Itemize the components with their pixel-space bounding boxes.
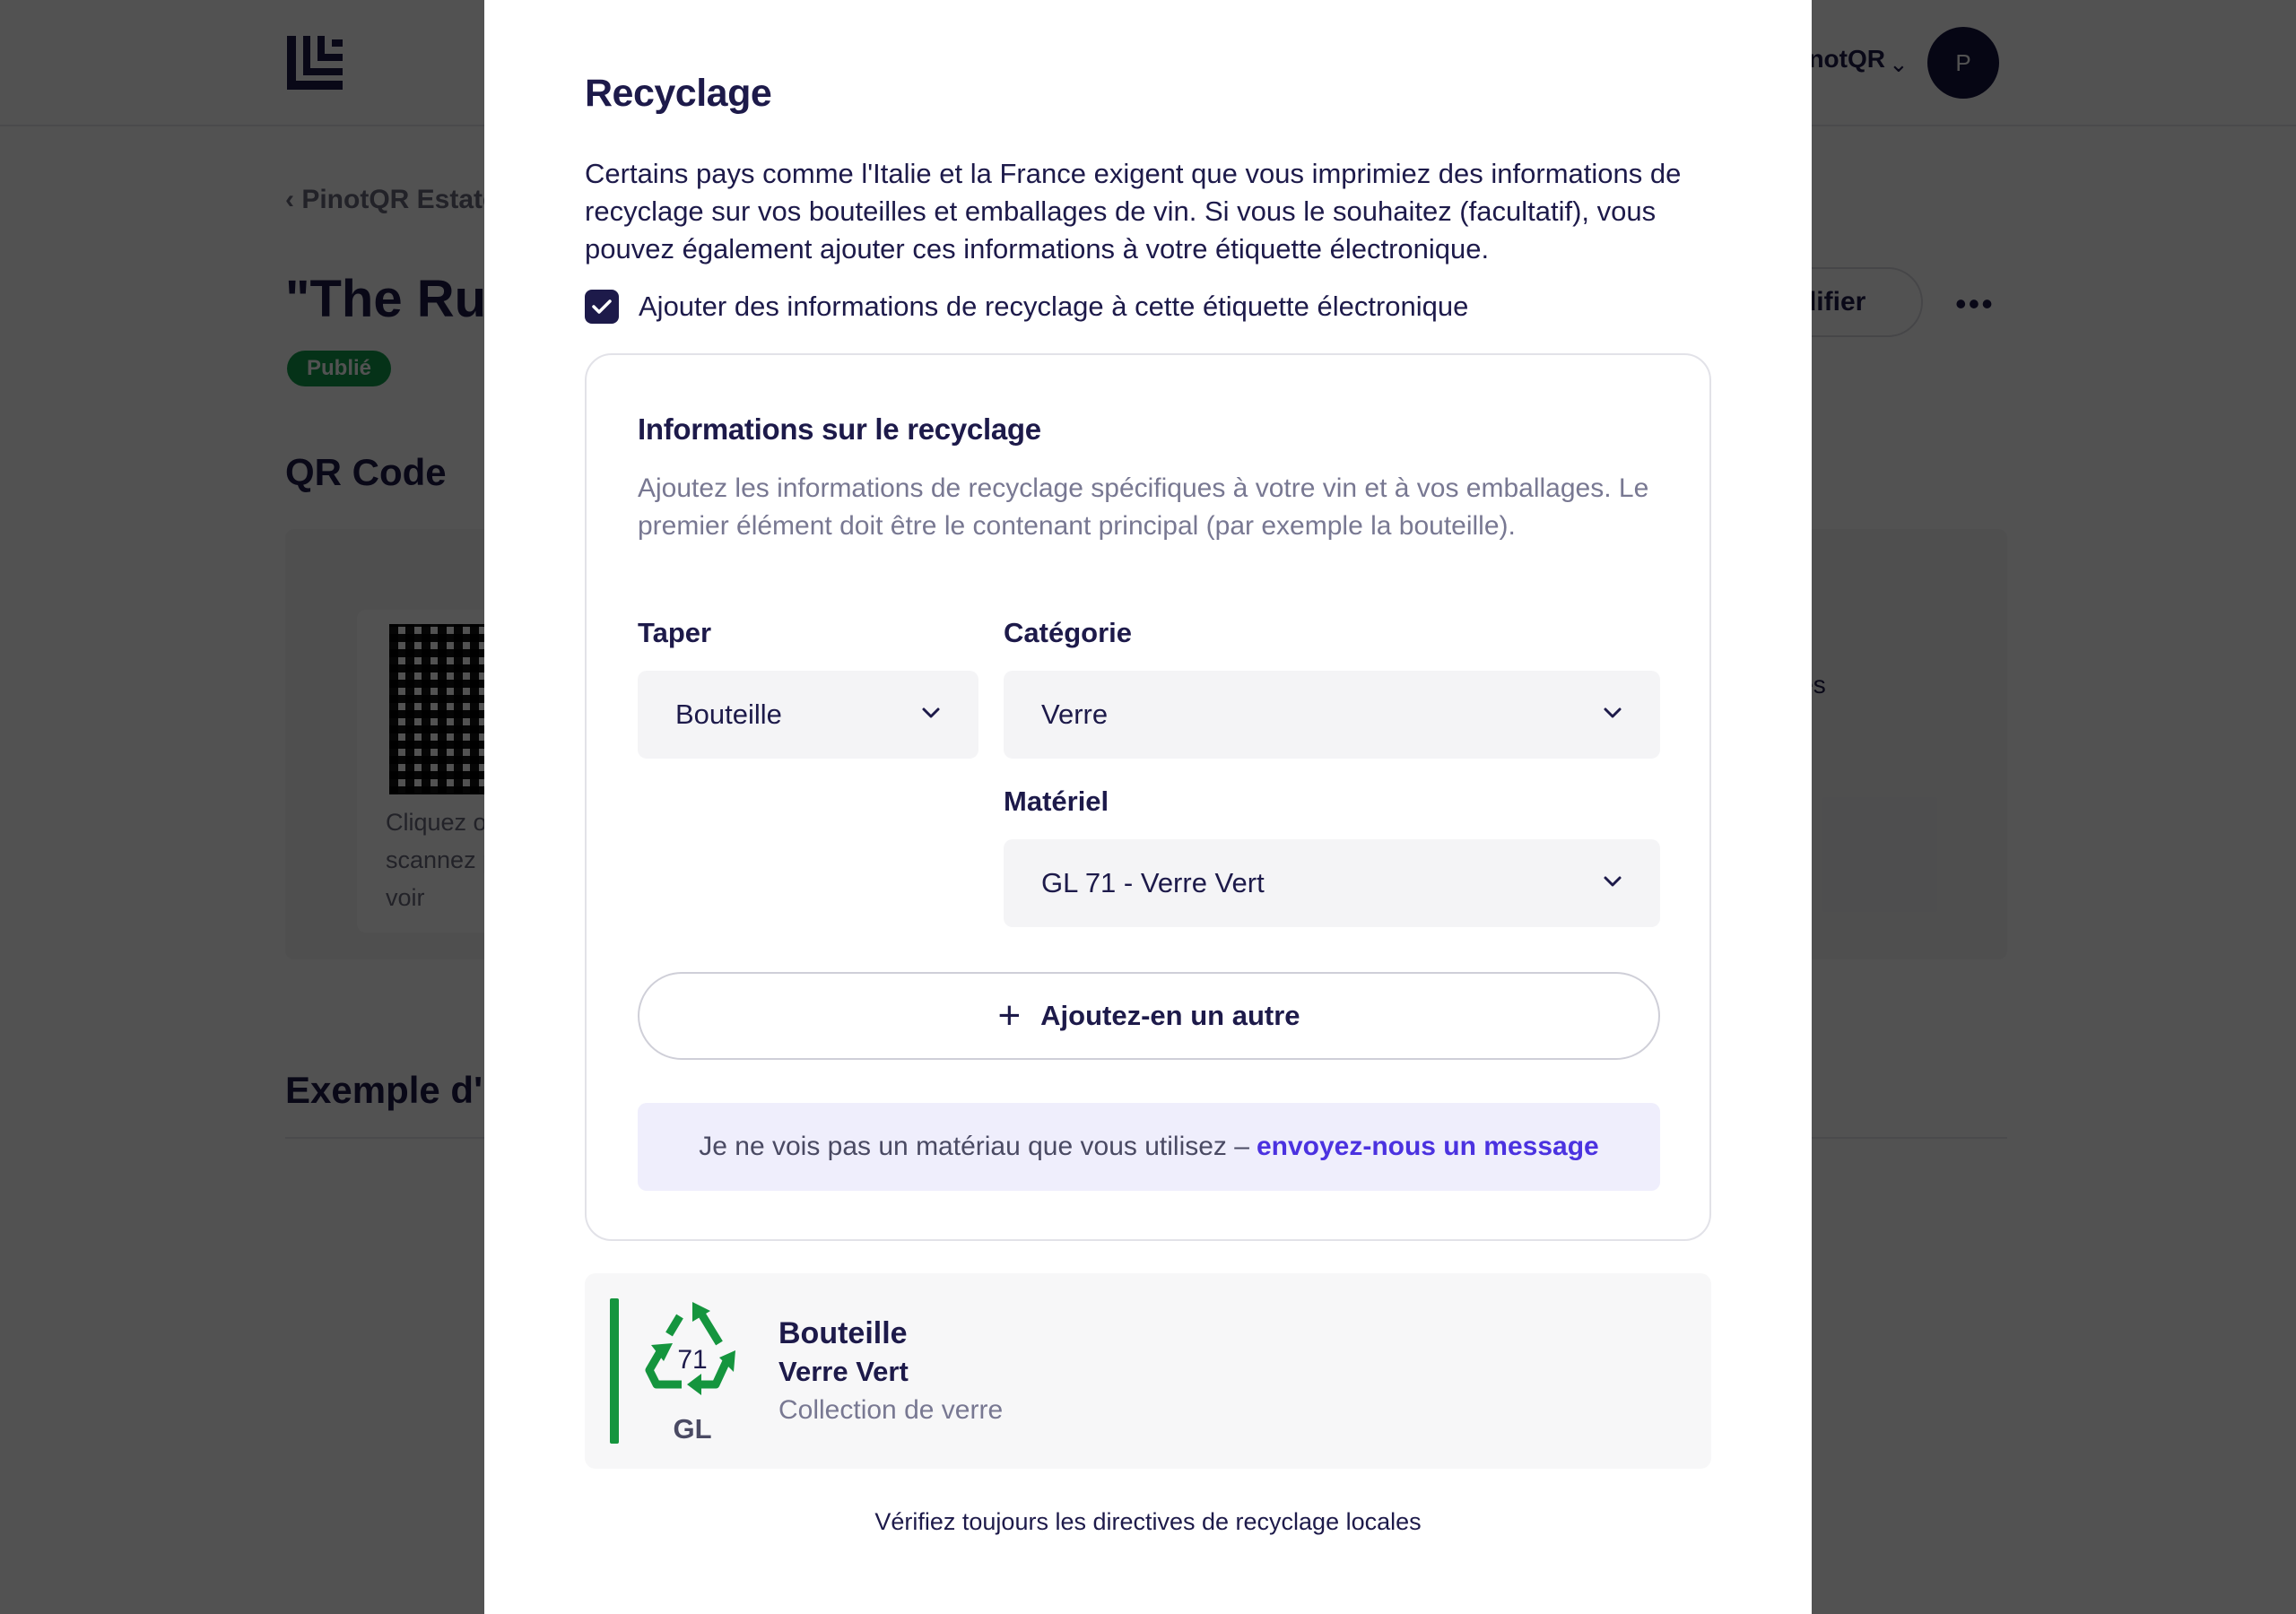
recycling-info-card bbox=[585, 353, 1711, 1241]
plus-icon: + bbox=[997, 994, 1022, 1037]
notice-text: Je ne vois pas un matériau que vous utilisez – bbox=[699, 1132, 1249, 1161]
chevron-down-icon bbox=[921, 703, 941, 723]
recycling-checkbox-label: Ajouter des informations de recyclage à cette étiquette électronique bbox=[639, 291, 1469, 322]
material-select[interactable] bbox=[1004, 839, 1660, 927]
preview-accent-bar bbox=[610, 1298, 619, 1444]
missing-material-notice bbox=[638, 1103, 1660, 1191]
material-label: Matériel bbox=[1004, 785, 1109, 817]
modal-description: Certains pays comme l'Italie et la France exigent que vous imprimiez des informations de recyclage sur vos bouteilles et emballages de vin. Si vous le souhaitez (facultatif), vous pouvez également ajouter ces informations à votre étiquette électronique. bbox=[585, 158, 1682, 265]
recycling-preview bbox=[585, 1273, 1711, 1469]
recycling-checkbox[interactable] bbox=[585, 290, 619, 324]
category-label: Catégorie bbox=[1004, 617, 1132, 648]
modal-title: Recyclage bbox=[585, 72, 772, 115]
recycling-checkbox-row[interactable] bbox=[585, 290, 1468, 324]
type-select[interactable] bbox=[638, 671, 978, 759]
recycle-icon-number: 71 bbox=[677, 1345, 708, 1375]
contact-link[interactable]: envoyez-nous un message bbox=[1256, 1132, 1599, 1161]
card-title: Informations sur le recyclage bbox=[638, 412, 1041, 446]
check-icon bbox=[592, 299, 612, 315]
local-guidelines-note: Vérifiez toujours les directives de recyclage locales bbox=[874, 1508, 1422, 1535]
preview-material: Verre Vert bbox=[778, 1356, 909, 1387]
category-select[interactable] bbox=[1004, 671, 1660, 759]
type-label: Taper bbox=[638, 617, 712, 648]
card-description: Ajoutez les informations de recyclage spécifiques à votre vin et à vos emballages. Le premier élément doit être le contenant principal (par exemple la bouteille). bbox=[638, 473, 1649, 541]
chevron-down-icon bbox=[1603, 703, 1622, 723]
recycling-modal bbox=[484, 0, 1812, 1614]
recycle-icon bbox=[637, 1298, 748, 1410]
add-another-label: Ajoutez-en un autre bbox=[1040, 1000, 1300, 1031]
chevron-down-icon bbox=[1603, 872, 1622, 891]
add-another-button[interactable] bbox=[638, 972, 1660, 1060]
recycle-code: GL bbox=[673, 1413, 712, 1445]
preview-container-name: Bouteille bbox=[778, 1316, 908, 1350]
type-select-value: Bouteille bbox=[675, 699, 782, 730]
material-select-value: GL 71 - Verre Vert bbox=[1041, 867, 1265, 898]
preview-collection: Collection de verre bbox=[778, 1395, 1004, 1425]
category-select-value: Verre bbox=[1041, 699, 1109, 730]
